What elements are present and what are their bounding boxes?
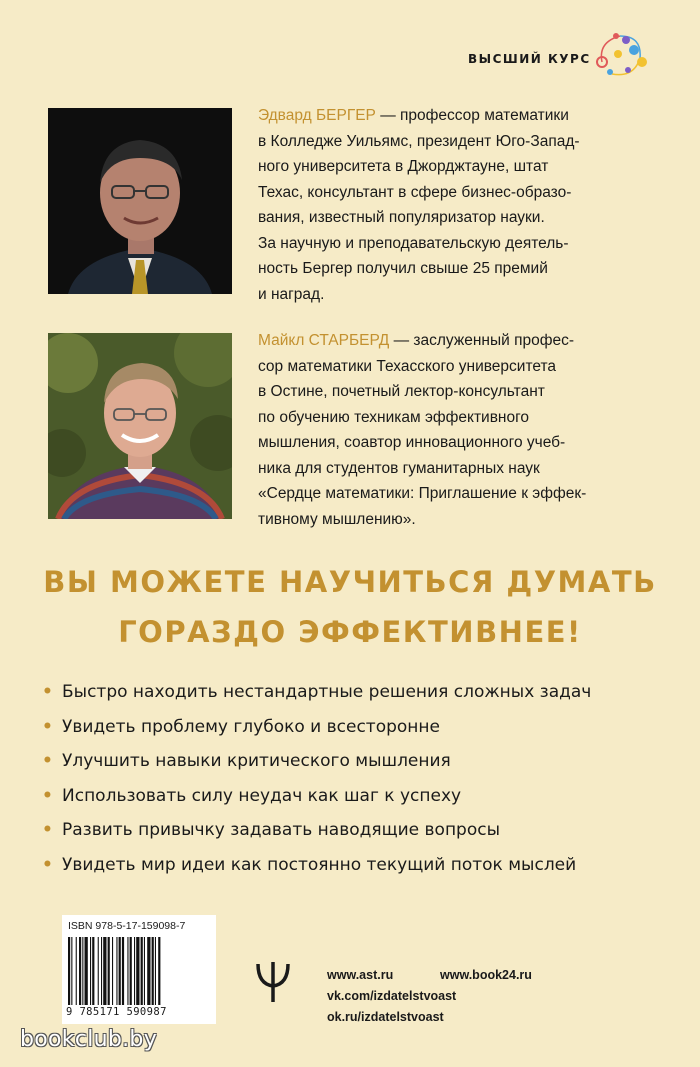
publisher-link-ok[interactable]: ok.ru/izdatelstvoast [327,1010,444,1024]
bio-line: вания, известный популяризатор науки. [258,209,545,226]
portrait-photo-icon [48,333,232,519]
bio-line: в Колледже Уильямс, президент Юго-Запад- [258,132,580,150]
barcode-bar [90,937,91,1005]
barcode-bar [152,937,154,1005]
barcode-bar [122,937,124,1005]
author-name: Эдвард БЕРГЕР [258,107,376,124]
barcode-bar [147,937,150,1005]
portrait-photo-icon [48,108,232,294]
isbn-label: ISBN 978-5-17-159098-7 [68,920,186,932]
bio-line: по обучению техникам эффективного [258,408,530,426]
barcode-bar [79,937,81,1005]
list-item: • Быстро находить нестандартные решения сложных задач [42,682,592,702]
barcode-bar [155,937,156,1005]
barcode-bar [85,937,88,1005]
benefits-list [42,680,662,887]
author-name: Майкл СТАРБЕРД [258,332,390,349]
bio-line: Майкл СТАРБЕРД — заслуженный профес- [258,332,574,349]
barcode-bar [127,937,128,1005]
barcode-bar [92,937,94,1005]
bio-line: «Сердце математики: Приглашение к эффек- [258,485,587,502]
barcode-bar [98,937,99,1005]
list-item: • Увидеть мир идеи как постоянно текущий поток мыслей [42,854,577,875]
bullet-icon: • [42,820,53,840]
barcode-bar [71,937,72,1005]
barcode-bar [112,937,113,1005]
bio-line: ность Бергер получил свыше 25 премий [258,260,548,277]
barcode-bar [144,937,145,1005]
barcode-bar [141,937,143,1005]
bio-line: и наград. [258,285,325,303]
barcode-bar [103,937,106,1005]
watermark: bookclub.by [20,1027,158,1052]
barcode-digits: 9 785171 590987 [66,1006,167,1018]
barcode-bar [116,937,117,1005]
series-logo-icon [588,22,652,86]
bio-line: в Остине, почетный лектор-консультант [258,383,545,400]
bio-line: За научную и преподавательскую деятель- [258,234,569,252]
barcode-bar [134,937,135,1005]
barcode-bar [119,937,121,1005]
author-bio-starbird [258,328,656,532]
barcode-bar [68,937,70,1005]
publisher-link-ast[interactable]: www.ast.ru [327,968,394,982]
isbn-barcode [62,915,216,1024]
list-item: • Улучшить навыки критического мышления [42,751,451,771]
bio-line: ника для студентов гуманитарных наук [258,459,540,477]
list-item: • Увидеть проблему глубоко и всесторонне [42,716,440,737]
author-bio-berger [258,103,656,307]
list-item: • Использовать силу неудач как шаг к успеху [42,785,462,806]
psi-icon [255,960,291,1004]
bio-line: Техас, консультант в сфере бизнес-образо- [258,183,572,201]
barcode-bar [76,937,77,1005]
bullet-icon: • [42,682,53,702]
publisher-link-vk[interactable]: vk.com/izdatelstvoast [327,989,457,1003]
bio-line: ного университета в Джорджтауне, штат [258,158,549,175]
bullet-icon: • [42,751,53,771]
barcode-bar [130,937,132,1005]
publisher-link-book24[interactable]: www.book24.ru [440,968,532,982]
barcode-icon [68,937,210,1005]
series-label: ВЫСШИЙ КУРС [468,52,591,66]
barcode-bar [136,937,139,1005]
bio-line: тивному мышлению». [258,510,416,528]
author-photo-berger [48,108,232,294]
headline-line-2: ГОРАЗДО ЭФФЕКТИВНЕЕ! [118,615,582,649]
bullet-icon: • [42,854,53,875]
headline-line-1: ВЫ МОЖЕТЕ НАУЧИТЬСЯ ДУМАТЬ [43,565,657,599]
list-item: • Развить привычку задавать наводящие вопросы [42,820,501,840]
bio-line: Эдвард БЕРГЕР — профессор математики [258,107,569,124]
bullet-icon: • [42,716,53,737]
bullet-icon: • [42,785,53,806]
author-photo-starbird [48,333,232,519]
barcode-bar [108,937,110,1005]
barcode-bar [101,937,102,1005]
barcode-bar [82,937,83,1005]
barcode-bar [158,937,160,1005]
bio-line: сор математики Техасского университета [258,357,557,375]
bio-line: мышления, соавтор инновационного учеб- [258,434,566,451]
